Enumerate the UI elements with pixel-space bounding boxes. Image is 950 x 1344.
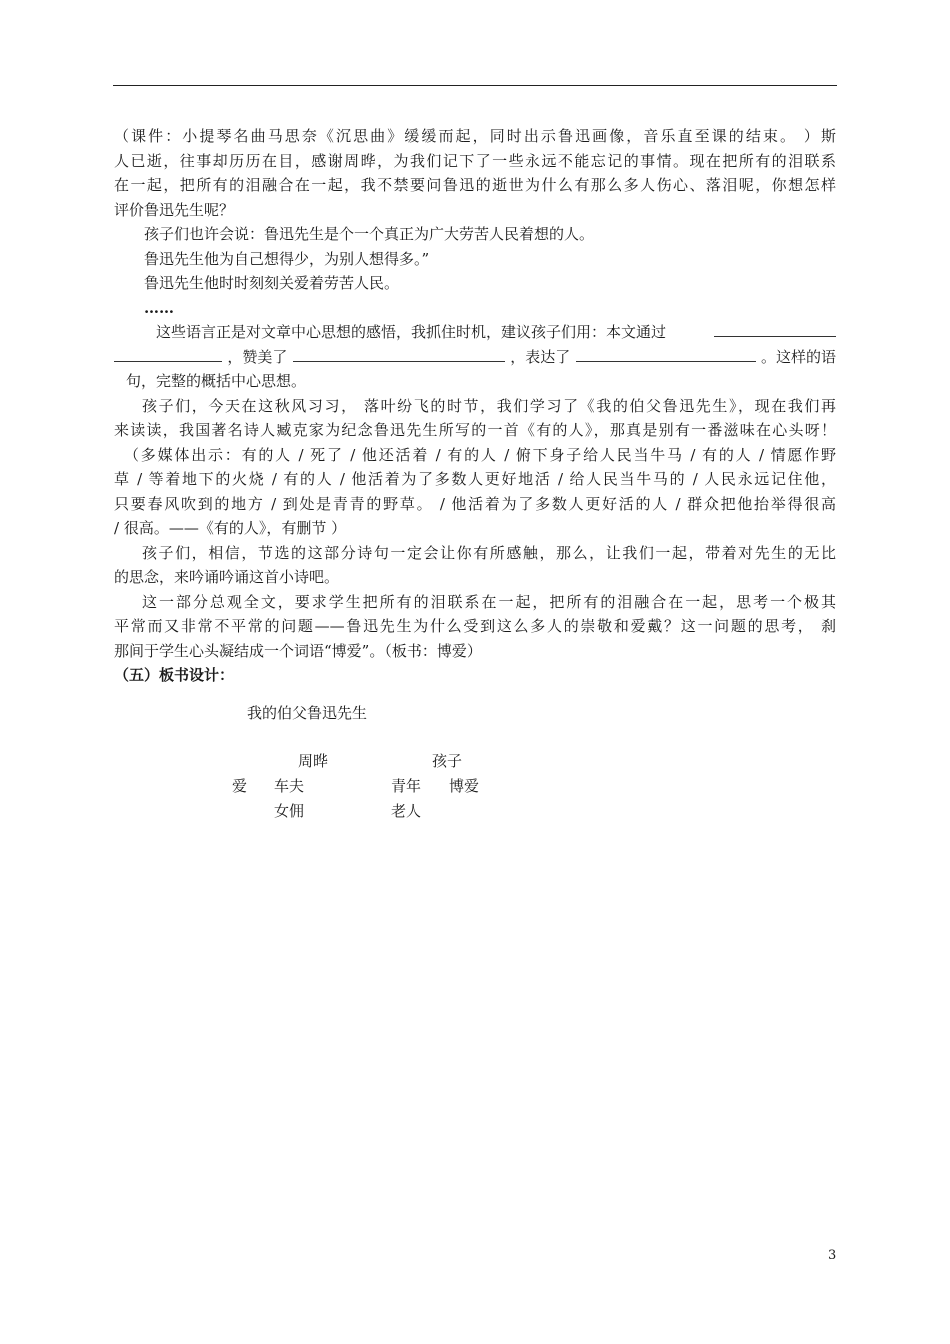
board-boai: 博爱 xyxy=(449,777,480,795)
text-line: 在一起，把所有的泪融合在一起，我不禁要问鲁迅的逝世为什么有那么多人伤心、落泪呢，你想怎样 xyxy=(114,176,836,194)
page-number: 3 xyxy=(828,1248,837,1263)
text-line: 评价鲁迅先生呢？ xyxy=(114,200,235,219)
board-title: 我的伯父鲁迅先生 xyxy=(247,704,368,722)
text-line: / 很高。——《有的人》，有删节 ） xyxy=(114,519,347,537)
text-line: 孩子们，今天在这秋风习习， 落叶纷飞的时节，我们学习了《我的伯父鲁迅先生》，现在我们再 xyxy=(142,396,836,415)
paragraph-quote-2: 鲁迅先生他时时刻刻关爱着劳苦人民。 xyxy=(144,274,400,292)
fill-line-1 xyxy=(114,320,836,345)
text-line: 来读读，我国著名诗人臧克家为纪念鲁迅先生所写的一首《有的人》，那真是别有一番滋味在心头呀！ xyxy=(114,421,836,439)
ellipsis: …… xyxy=(144,298,174,317)
fill-text-intro: 这些语言正是对文章中心思想的感悟，我抓住时机，建议孩子们用：本文通过 xyxy=(156,323,667,341)
blank-line-3 xyxy=(293,345,505,362)
header-rule xyxy=(113,85,837,86)
text-line: 孩子们，相信，节选的这部分诗句一定会让你有所感触，那么，让我们一起，带着对先生的无比 xyxy=(142,543,836,562)
fill-text-praise: ，赞美了 xyxy=(227,347,288,366)
board-ai: 爱 xyxy=(232,777,248,795)
paragraph-children-say: 孩子们也许会说：鲁迅先生是个一个真正为广大劳苦人民着想的人。 xyxy=(144,225,595,243)
fill-text-end: 。这样的语 xyxy=(760,347,836,366)
paragraph-fill-in xyxy=(114,320,836,394)
blank-line-1 xyxy=(714,320,836,337)
board-haizi: 孩子 xyxy=(432,752,463,770)
section-heading: （五）板书设计： xyxy=(114,666,235,684)
text-line: （多媒体出示：有的人 / 死了 / 他还活着 / 有的人 / 俯下身子给人民当牛马 / 有的人 / 情愿作野 xyxy=(124,445,836,464)
board-chefu: 车夫 xyxy=(274,777,305,795)
text-line: 人已逝，往事却历历在目，感谢周晔，为我们记下了一些永远不能忘记的事情。现在把所有的泪联系 xyxy=(114,151,836,170)
document-body xyxy=(114,124,836,688)
text-line: 的思念，来吟诵吟诵这首小诗吧。 xyxy=(114,568,340,586)
text-line: 平常而又非常不平常的问题——鲁迅先生为什么受到这么多人的崇敬和爱戴？这一问题的思考， 刹 xyxy=(114,617,836,635)
paragraph-courseware xyxy=(114,124,836,222)
paragraph-quote-1: 鲁迅先生他为自己想得少，为别人想得多。” xyxy=(144,249,430,268)
text-line: （课件：小提琴名曲马思奈《沉思曲》缓缓而起，同时出示鲁迅画像，音乐直至课的结束。 ）斯 xyxy=(114,127,836,145)
text-line: 只要春风吹到的地方 / 到处是青青的野草。 / 他活着为了多数人更好活的人 / 群众把他抬举得很高 xyxy=(114,494,836,513)
paragraph-poem xyxy=(114,443,836,541)
board-laoren: 老人 xyxy=(391,802,422,820)
text-line: 这一部分总观全文，要求学生把所有的泪联系在一起，把所有的泪融合在一起，思考一个极其 xyxy=(142,592,836,611)
board-qingnian: 青年 xyxy=(391,777,422,795)
fill-line-2 xyxy=(114,345,836,370)
board-zhouye: 周晔 xyxy=(298,752,329,770)
fill-line-3: 句，完整的概括中心思想。 xyxy=(126,372,307,390)
blank-line-2 xyxy=(114,345,222,362)
text-line: 那间于学生心头凝结成一个词语“博爱”。（板书：博爱） xyxy=(114,641,482,660)
text-line: 草 / 等着地下的火烧 / 有的人 / 他活着为了多数人更好地活 / 给人民当牛马的 / 人民永远记住他， xyxy=(114,470,836,488)
paragraph-autumn xyxy=(114,394,836,443)
blank-line-4 xyxy=(576,345,756,362)
paragraph-recite xyxy=(114,541,836,590)
fill-text-express: ，表达了 xyxy=(510,347,571,366)
paragraph-summary xyxy=(114,590,836,664)
board-nvyong: 女佣 xyxy=(274,802,305,820)
